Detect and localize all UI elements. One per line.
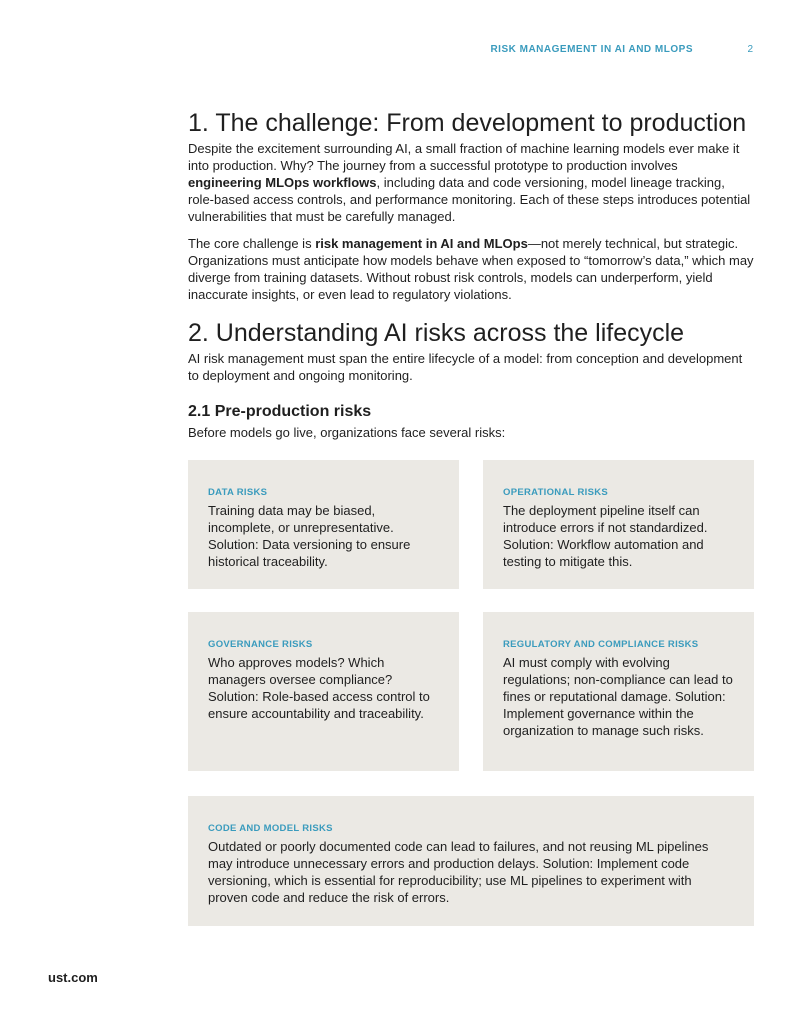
bold-term: risk management in AI and MLOps: [315, 236, 528, 251]
text-run: —not merely technical, but strategic. Organizations must anticipate how models behave when exposed to “tomorrow’s data,” which may diverge from training datasets. Without robust risk controls, models can underperform, yield inaccurate insights, or even lead to regulatory violations.: [188, 236, 754, 302]
text-run: , including data and code versioning, model lineage tracking, role-based access controls, and performance monitoring. Each of these steps introduces potential vulnerabilities that must be carefully managed.: [188, 175, 751, 224]
risk-card-body: AI must comply with evolving regulations; non-compliance can lead to fines or reputational damage. Solution: Implement governance within the organization to manage such risks.: [503, 655, 733, 738]
risk-card-label: DATA RISKS: [208, 487, 268, 498]
risk-card-data: [188, 460, 459, 589]
risk-card-code-model: [188, 796, 754, 926]
risk-card-body: Training data may be biased, incomplete, or unrepresentative. Solution: Data versioning to ensure historical traceability.: [208, 503, 411, 569]
main-content: [188, 108, 754, 926]
section-1-paragraph-2: [188, 235, 754, 303]
section-2-intro: AI risk management must span the entire lifecycle of a model: from conception and development to deployment and ongoing monitoring.: [188, 351, 743, 383]
risk-card-label: REGULATORY AND COMPLIANCE RISKS: [503, 639, 699, 650]
running-title: RISK MANAGEMENT IN AI AND MLOPS: [490, 44, 693, 55]
risk-card-body: Who approves models? Which managers oversee compliance? Solution: Role-based access control to ensure accountability and traceability.: [208, 655, 430, 721]
risk-card-governance: [188, 612, 459, 771]
footer-site: ust.com: [48, 970, 98, 985]
text-run: Despite the excitement surrounding AI, a small fraction of machine learning models ever make it into production. Why? The journey from a successful prototype to production involves: [188, 141, 740, 173]
risk-card-label: OPERATIONAL RISKS: [503, 487, 609, 498]
risk-card-operational: [483, 460, 754, 589]
section-1-heading: 1. The challenge: From development to production: [188, 109, 747, 137]
bold-term: engineering MLOps workflows: [188, 175, 377, 190]
risk-card-label: GOVERNANCE RISKS: [208, 639, 313, 650]
section-1-paragraph-1: [188, 140, 754, 225]
risk-cards-grid: [188, 460, 754, 926]
subsection-heading: 2.1 Pre-production risks: [188, 403, 372, 420]
risk-card-label: CODE AND MODEL RISKS: [208, 823, 333, 834]
subsection-intro: Before models go live, organizations face several risks:: [188, 425, 506, 440]
risk-card-body: Outdated or poorly documented code can lead to failures, and not reusing ML pipelines may introduce unnecessary errors and production delays. Solution: Implement code versioning, which is essential for reproducibility; use ML pipelines to experiment with proven code and reduce the risk of errors.: [208, 839, 709, 905]
risk-card-regulatory: [483, 612, 754, 771]
page-number: 2: [747, 44, 753, 55]
section-2-heading: 2. Understanding AI risks across the lifecycle: [188, 319, 685, 347]
page-header: [0, 44, 800, 60]
text-run: The core challenge is: [188, 236, 316, 251]
risk-card-body: The deployment pipeline itself can introduce errors if not standardized. Solution: Workflow automation and testing to mitigate this.: [503, 503, 708, 569]
